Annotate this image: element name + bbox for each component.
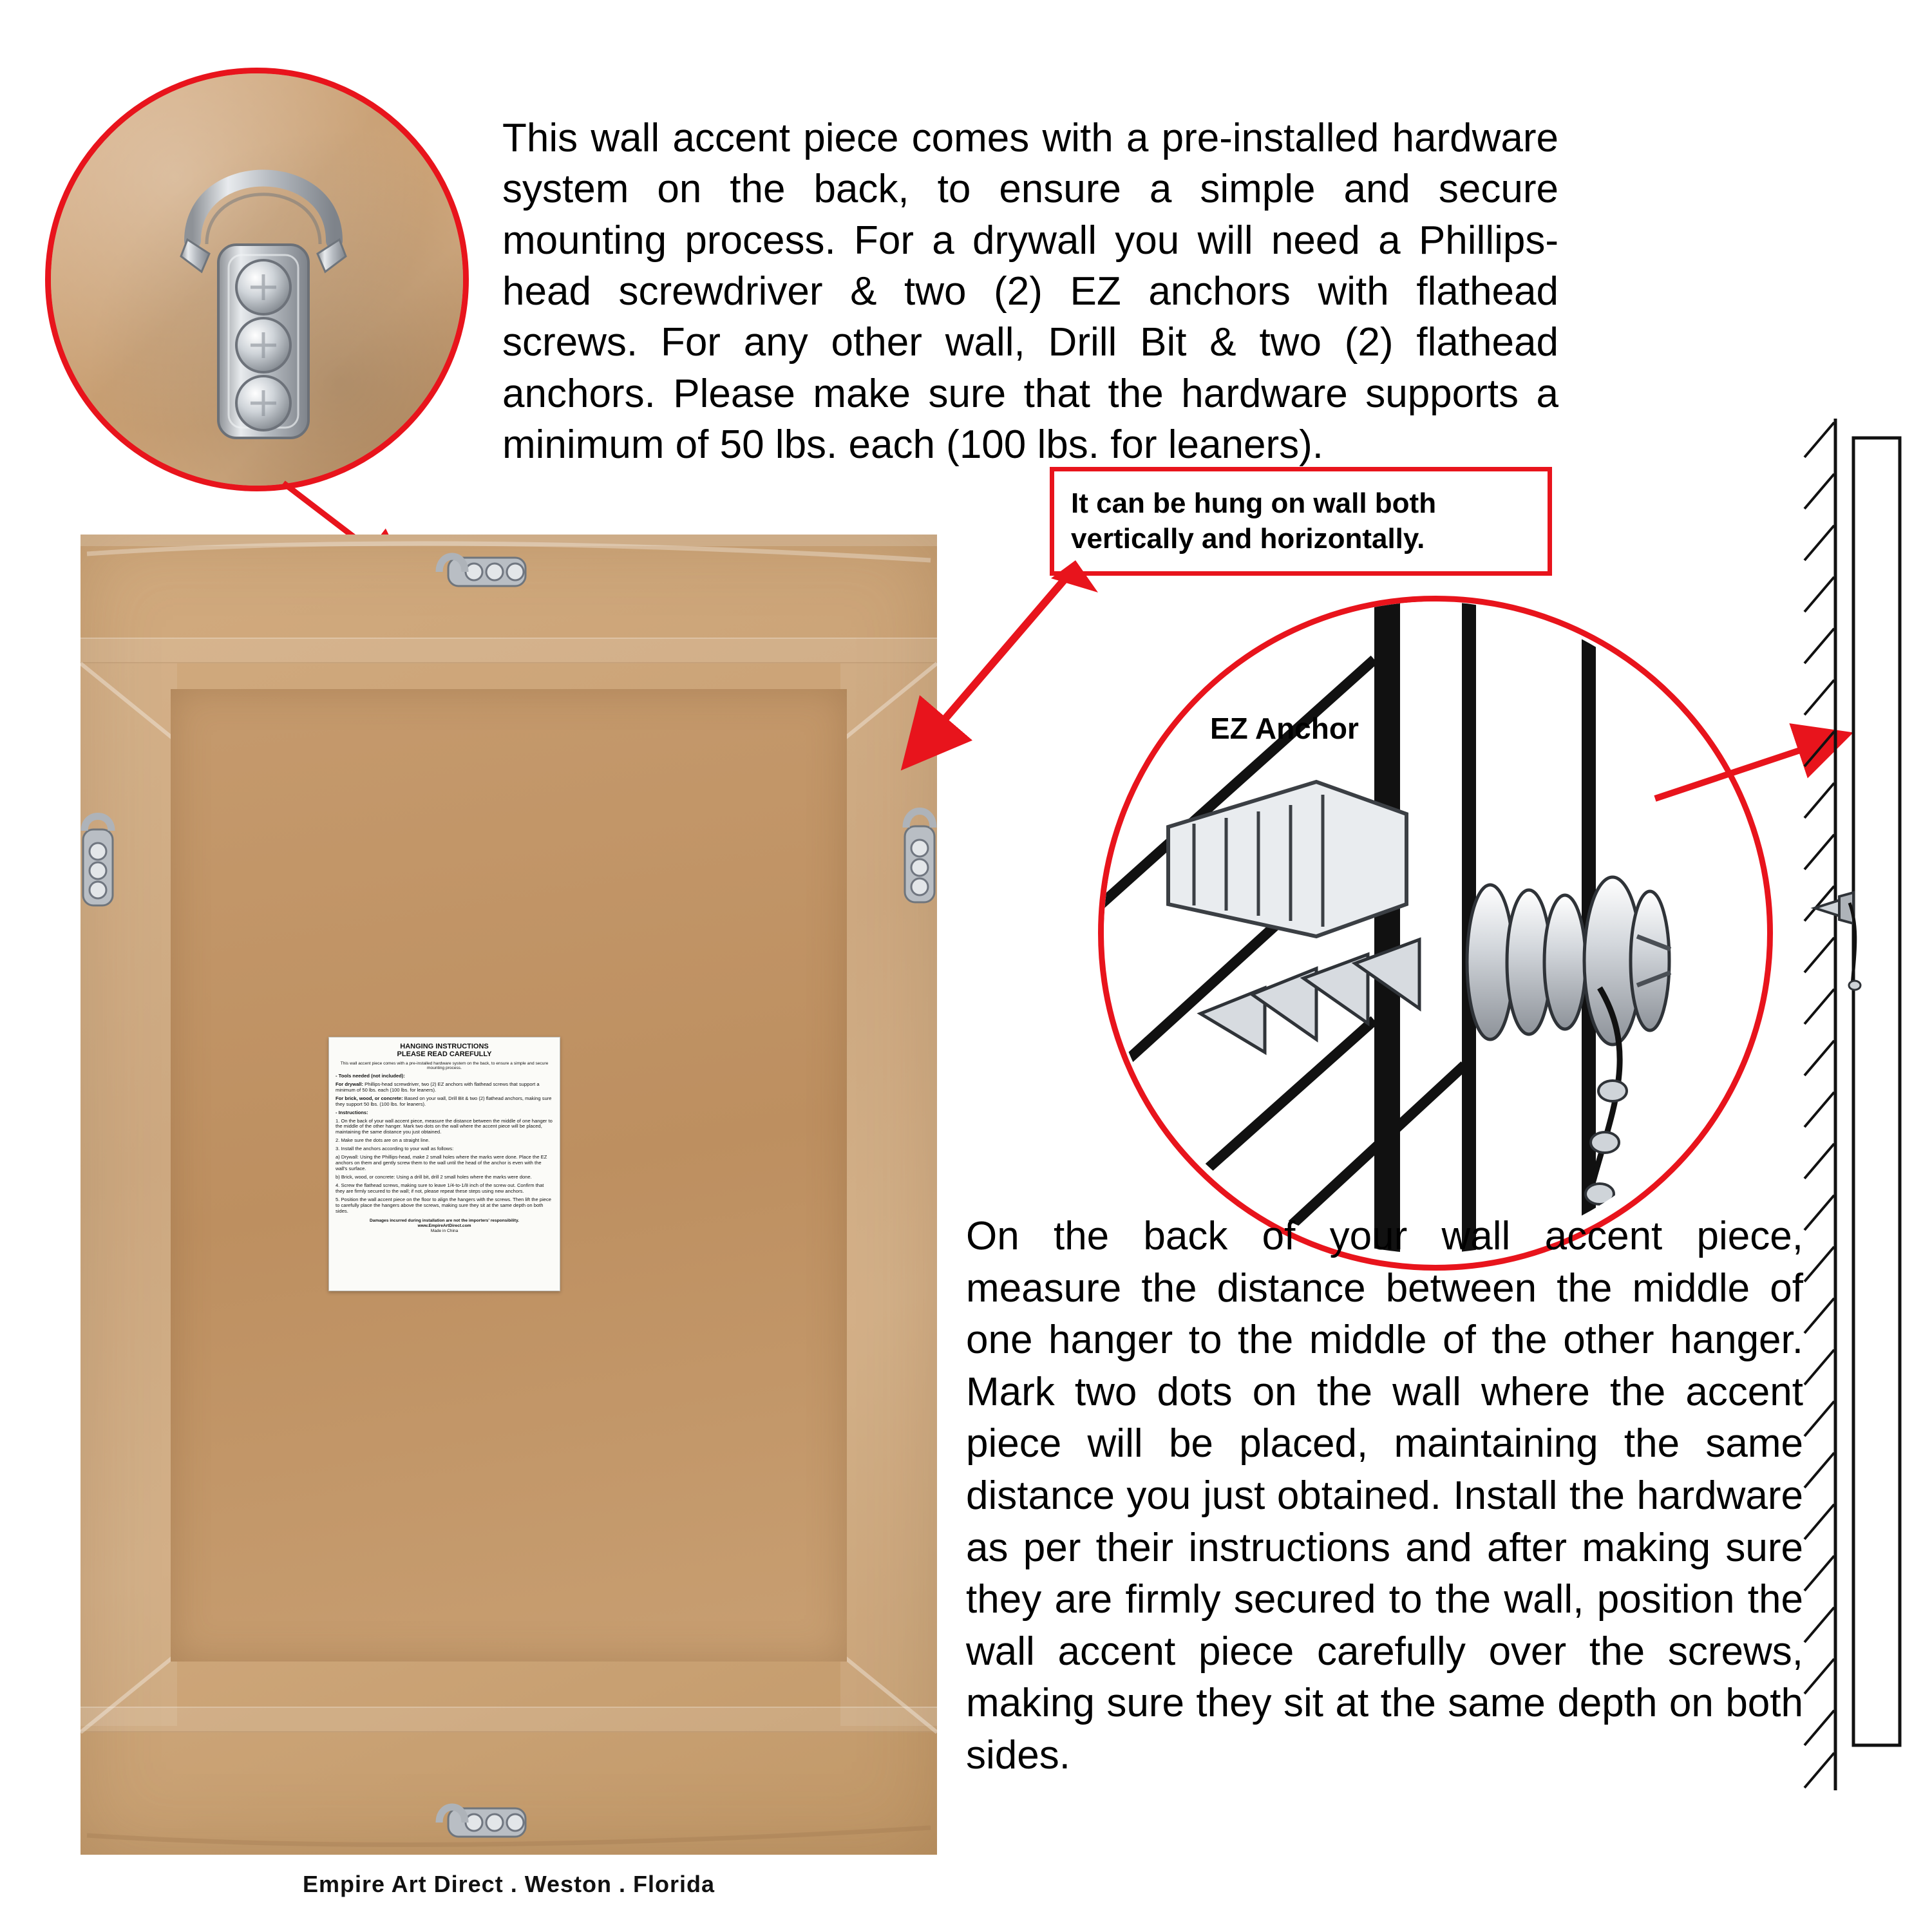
- label-footer-url: www.EmpireArtDirect.com: [417, 1223, 471, 1228]
- label-title-line1: HANGING INSTRUCTIONS: [400, 1043, 489, 1050]
- label-tools-drywall: Phillips-head screwdriver, two (2) EZ anchors with flathead screws that support a minimum of 50 lbs. each (100 lbs. for leaners).: [336, 1081, 540, 1093]
- label-tools-drywall-head: For drywall:: [336, 1081, 364, 1087]
- label-step-1: 1. On the back of your wall accent piece, measure the distance between the middle of one hanger to the middle of the other hanger. Mark two dots on the wall where the accent piece will be placed, maintaining the same distance you just obtained.: [336, 1117, 553, 1135]
- hanger-left: [69, 811, 127, 914]
- label-step-3: 3. Install the anchors according to your wall as follows:: [336, 1146, 454, 1152]
- dring-detail-callout: [45, 68, 469, 491]
- d-ring-hanger-icon: [147, 118, 379, 453]
- label-tools-other-head: For brick, wood, or concrete:: [336, 1095, 403, 1101]
- callout-arrow-note: [882, 554, 1101, 786]
- ez-anchor-detail-callout: [1098, 596, 1773, 1271]
- label-step-2: 2. Make sure the dots are on a straight line.: [336, 1137, 430, 1144]
- label-step-4: 4. Screw the flathead screws, making sure to leave 1/4-to-1/8 inch of the screw out. Confirm that they are firmly secured to the wall; if not, please repeat these steps using new anchors.: [336, 1182, 544, 1195]
- ez-anchor-diagram: [1104, 601, 1756, 1253]
- framed-piece-back-photo: [80, 535, 937, 1855]
- wall-cross-section: [1803, 419, 1919, 1790]
- label-instructions-heading: - Instructions:: [336, 1109, 368, 1115]
- hanging-instructions-label: [328, 1037, 560, 1291]
- label-footer-made: Made in China: [430, 1228, 459, 1233]
- label-title-line2: PLEASE READ CAREFULLY: [397, 1050, 492, 1059]
- hanger-right: [891, 802, 949, 911]
- hang-orientation-note: It can be hung on wall both vertically and horizontally.: [1050, 467, 1552, 576]
- body-paragraph: On the back of your wall accent piece, measure the distance between the middle of one hanger to the middle of the other hanger. Mark two dots on the wall where the accent piece will be placed, maintaining the same distance you just obtained. Install the hardware as per their instructions and after making sure they are firmly secured to the wall, position the wall accent piece carefully over the screws, making sure they sit at the same depth on both sides.: [966, 1214, 1803, 1777]
- label-tools-other: Based on your wall, Drill Bit & two (2) flathead anchors, making sure they support 50 lbs. (100 lbs. for leaners).: [336, 1095, 552, 1107]
- label-step-5: 5. Position the wall accent piece on the floor to align the hangers with the screws. Then lift the piece to carefully place the hangers above the screws, making sure they sit at the same depth on both sides.: [336, 1196, 552, 1214]
- label-tools-heading: - Tools needed (not included):: [336, 1072, 405, 1079]
- label-footer-damages: Damages incurred during installation are not the importers' responsibility.: [370, 1218, 519, 1223]
- hanger-bottom: [431, 1797, 535, 1848]
- hanger-top: [431, 546, 535, 598]
- label-step-3b: b) Brick, wood, or concrete: Using a drill bit, drill 2 small holes where the marks were done.: [336, 1174, 532, 1180]
- label-step-3a: a) Drywall: Using the Phillips-head, make 2 small holes where the marks were done. Place the EZ anchors on them and gently screw them to the wall until the head of the anchor is even with the wall's surface.: [336, 1154, 547, 1172]
- ez-anchor-label: EZ Anchor: [1210, 712, 1359, 745]
- brand-caption: Empire Art Direct . Weston . Florida: [302, 1871, 715, 1897]
- intro-paragraph: This wall accent piece comes with a pre-installed hardware system on the back, to ensure a simple and secure mounting process. For a drywall you will need a Phillips-head screwdriver & two (2) EZ anchors with flathead screws. For any other wall, Drill Bit & two (2) flathead anchors. Please make sure that the hardware supports a minimum of 50 lbs. each (100 lbs. for leaners).: [502, 116, 1558, 468]
- label-subtitle: This wall accent piece comes with a pre-installed hardware system on the back, to ensure a simple and secure mounting process.: [340, 1061, 549, 1071]
